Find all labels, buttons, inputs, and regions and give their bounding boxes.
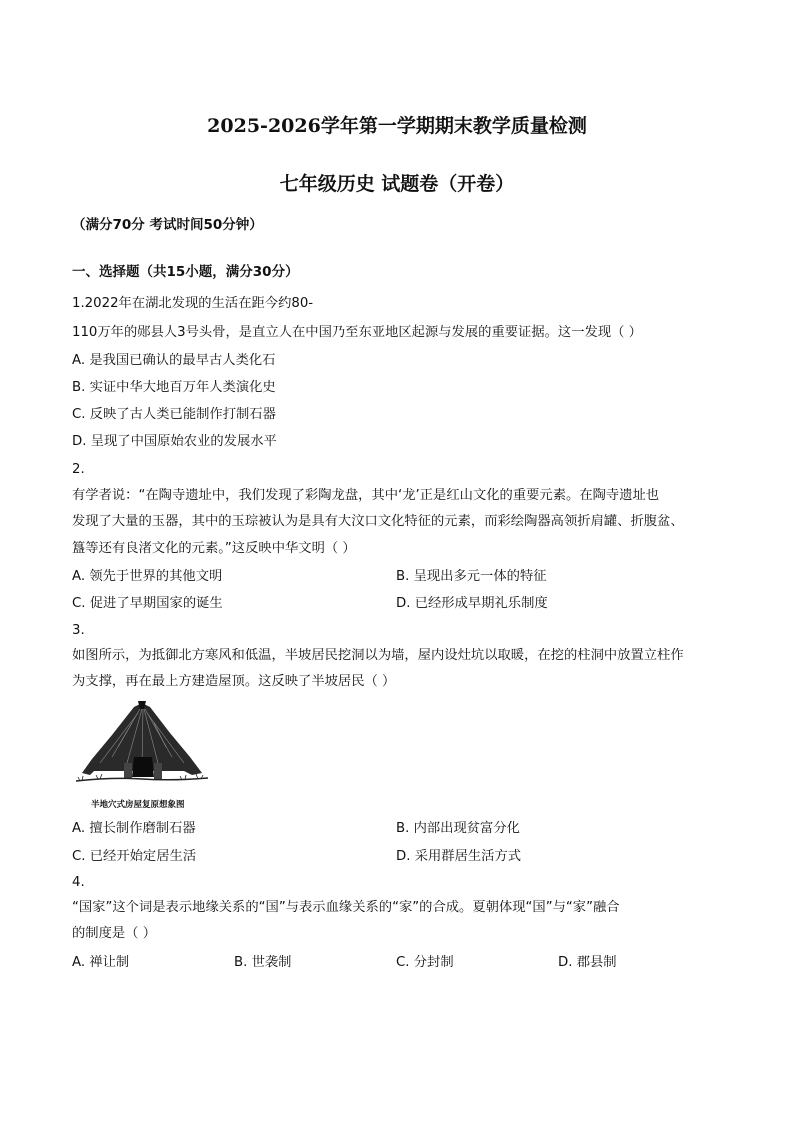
exam-title: 2025-2026学年第一学期期末教学质量检测 — [207, 115, 587, 137]
question-1-option-d[interactable]: D. 呈现了中国原始农业的发展水平 — [72, 434, 277, 449]
question-2-option-d[interactable]: D. 已经形成早期礼乐制度 — [396, 596, 548, 611]
question-2-option-b[interactable]: B. 呈现出多元一体的特征 — [396, 569, 547, 584]
question-1-option-b[interactable]: B. 实证中华大地百万年人类演化史 — [72, 380, 276, 395]
question-1-stem-line-1: 1.2022年在湖北发现的生活在距今约80- — [72, 296, 314, 311]
exam-subtitle: 七年级历史 试题卷（开卷） — [279, 173, 515, 195]
question-2-stem-line-3: 簋等还有良渚文化的元素。”这反映中华文明（ ） — [72, 541, 356, 556]
question-2-option-c[interactable]: C. 促进了早期国家的诞生 — [72, 596, 223, 611]
question-4-stem-line-2: 的制度是（ ） — [72, 926, 157, 941]
question-3-option-a[interactable]: A. 擅长制作磨制石器 — [72, 821, 196, 836]
question-1-option-a[interactable]: A. 是我国已确认的最早古人类化石 — [72, 353, 276, 368]
question-1-option-c[interactable]: C. 反映了古人类已能制作打制石器 — [72, 407, 276, 422]
question-2-stem-line-2: 发现了大量的玉器，其中的玉琮被认为是具有大汶口文化特征的元素，而彩绘陶器高领折肩罐、折腹盆、 — [72, 514, 684, 529]
question-3-stem-line-1: 如图所示，为抵御北方寒风和低温，半坡居民挖洞以为墙，屋内设灶坑以取暖，在挖的柱洞中放置立柱作 — [72, 648, 684, 663]
pit-dwelling-illustration — [72, 697, 212, 815]
section-heading: 一、选择题（共15小题，满分30分） — [72, 264, 299, 280]
question-4-option-a[interactable]: A. 禅让制 — [72, 955, 130, 970]
question-2-number: 2. — [72, 462, 85, 477]
question-4-option-d[interactable]: D. 郡县制 — [558, 955, 617, 970]
question-3-option-c[interactable]: C. 已经开始定居生活 — [72, 849, 197, 864]
exam-info: （满分70分 考试时间50分钟） — [72, 217, 263, 233]
question-3-option-d[interactable]: D. 采用群居生活方式 — [396, 849, 522, 864]
question-4-option-c[interactable]: C. 分封制 — [396, 955, 454, 970]
figure-caption: 半地穴式房屋复原想象图 — [91, 800, 185, 810]
question-4-option-b[interactable]: B. 世袭制 — [234, 955, 292, 970]
question-1-stem-line-2: 110万年的郧县人3号头骨，是直立人在中国乃至东亚地区起源与发展的重要证据。这一发现（ ） — [72, 325, 642, 340]
question-2-stem-line-1: 有学者说：“在陶寺遗址中，我们发现了彩陶龙盘，其中‘龙’正是红山文化的重要元素。在陶寺遗址也 — [72, 488, 660, 503]
question-3-option-b[interactable]: B. 内部出现贫富分化 — [396, 821, 520, 836]
question-4-number: 4. — [72, 875, 85, 890]
question-3-number: 3. — [72, 623, 85, 638]
question-3-stem-line-2: 为支撑，再在最上方建造屋顶。这反映了半坡居民（ ） — [72, 674, 396, 689]
question-2-option-a[interactable]: A. 领先于世界的其他文明 — [72, 569, 223, 584]
question-4-stem-line-1: “国家”这个词是表示地缘关系的“国”与表示血缘关系的“家”的合成。夏朝体现“国”与“家”融合 — [72, 900, 620, 915]
